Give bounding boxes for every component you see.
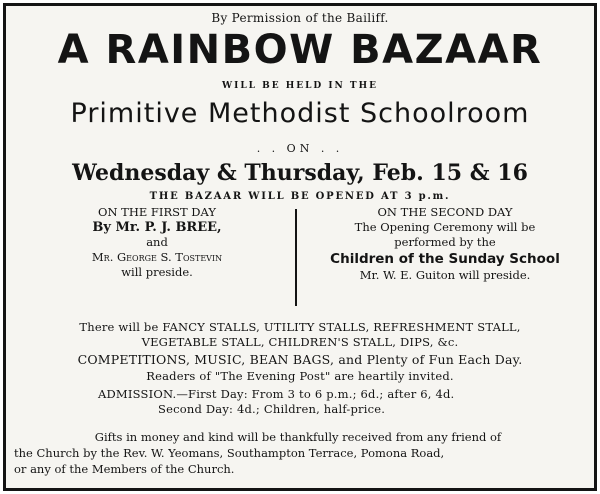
first-day-column: [26, 205, 288, 280]
stalls-line-2: VEGETABLE STALL, CHILDREN'S STALL, DIPS, &c.: [141, 335, 459, 349]
gifts-line-2: the Church by the Rev. W. Yeomans, Southampton Terrace, Pomona Road,: [14, 446, 445, 460]
gifts-line-3: or any of the Members of the Church.: [14, 462, 235, 476]
bazaar-title: A RAINBOW BAZAAR: [57, 27, 543, 73]
admission-line-2: Second Day: 4d.; Children, half-price.: [158, 402, 386, 416]
column-divider: [295, 209, 297, 306]
second-day-presider: Mr. W. E. Guiton will preside.: [359, 268, 531, 282]
advertisement-frame: [3, 3, 597, 491]
opening-time: THE BAZAAR WILL BE OPENED AT 3 p.m.: [149, 191, 451, 202]
second-day-column: [300, 205, 590, 283]
admission-line-1: ADMISSION.—First Day: From 3 to 6 p.m.; 6d.; after 6, 4d.: [98, 387, 455, 401]
second-day-heading: ON THE SECOND DAY: [377, 205, 513, 219]
stalls-line-1: There will be FANCY STALLS, UTILITY STALLS, REFRESHMENT STALL,: [79, 320, 521, 334]
on-line: . . ON . .: [256, 142, 344, 155]
first-day-presides: will preside.: [121, 265, 193, 279]
second-day-line1: The Opening Ceremony will be: [354, 220, 536, 234]
second-day-opener: Children of the Sunday School: [330, 251, 560, 267]
held-in-line: WILL BE HELD IN THE: [222, 81, 378, 91]
second-day-line2: performed by the: [394, 235, 496, 249]
readers-invitation: Readers of "The Evening Post" are heartily invited.: [146, 369, 454, 383]
venue-name: Primitive Methodist Schoolroom: [70, 98, 530, 129]
gifts-line-1: Gifts in money and kind will be thankfully received from any friend of: [94, 430, 502, 444]
permission-line: By Permission of the Bailiff.: [211, 11, 389, 25]
first-day-opener: By Mr. P. J. BREE,: [92, 220, 222, 235]
first-day-presider: Mr. George S. Tostevin: [91, 250, 223, 264]
first-day-and: and: [146, 235, 168, 249]
competitions-line: COMPETITIONS, MUSIC, BEAN BAGS, and Plenty of Fun Each Day.: [77, 352, 523, 367]
first-day-heading: ON THE FIRST DAY: [98, 205, 216, 219]
event-dates: Wednesday & Thursday, Feb. 15 & 16: [72, 160, 528, 186]
